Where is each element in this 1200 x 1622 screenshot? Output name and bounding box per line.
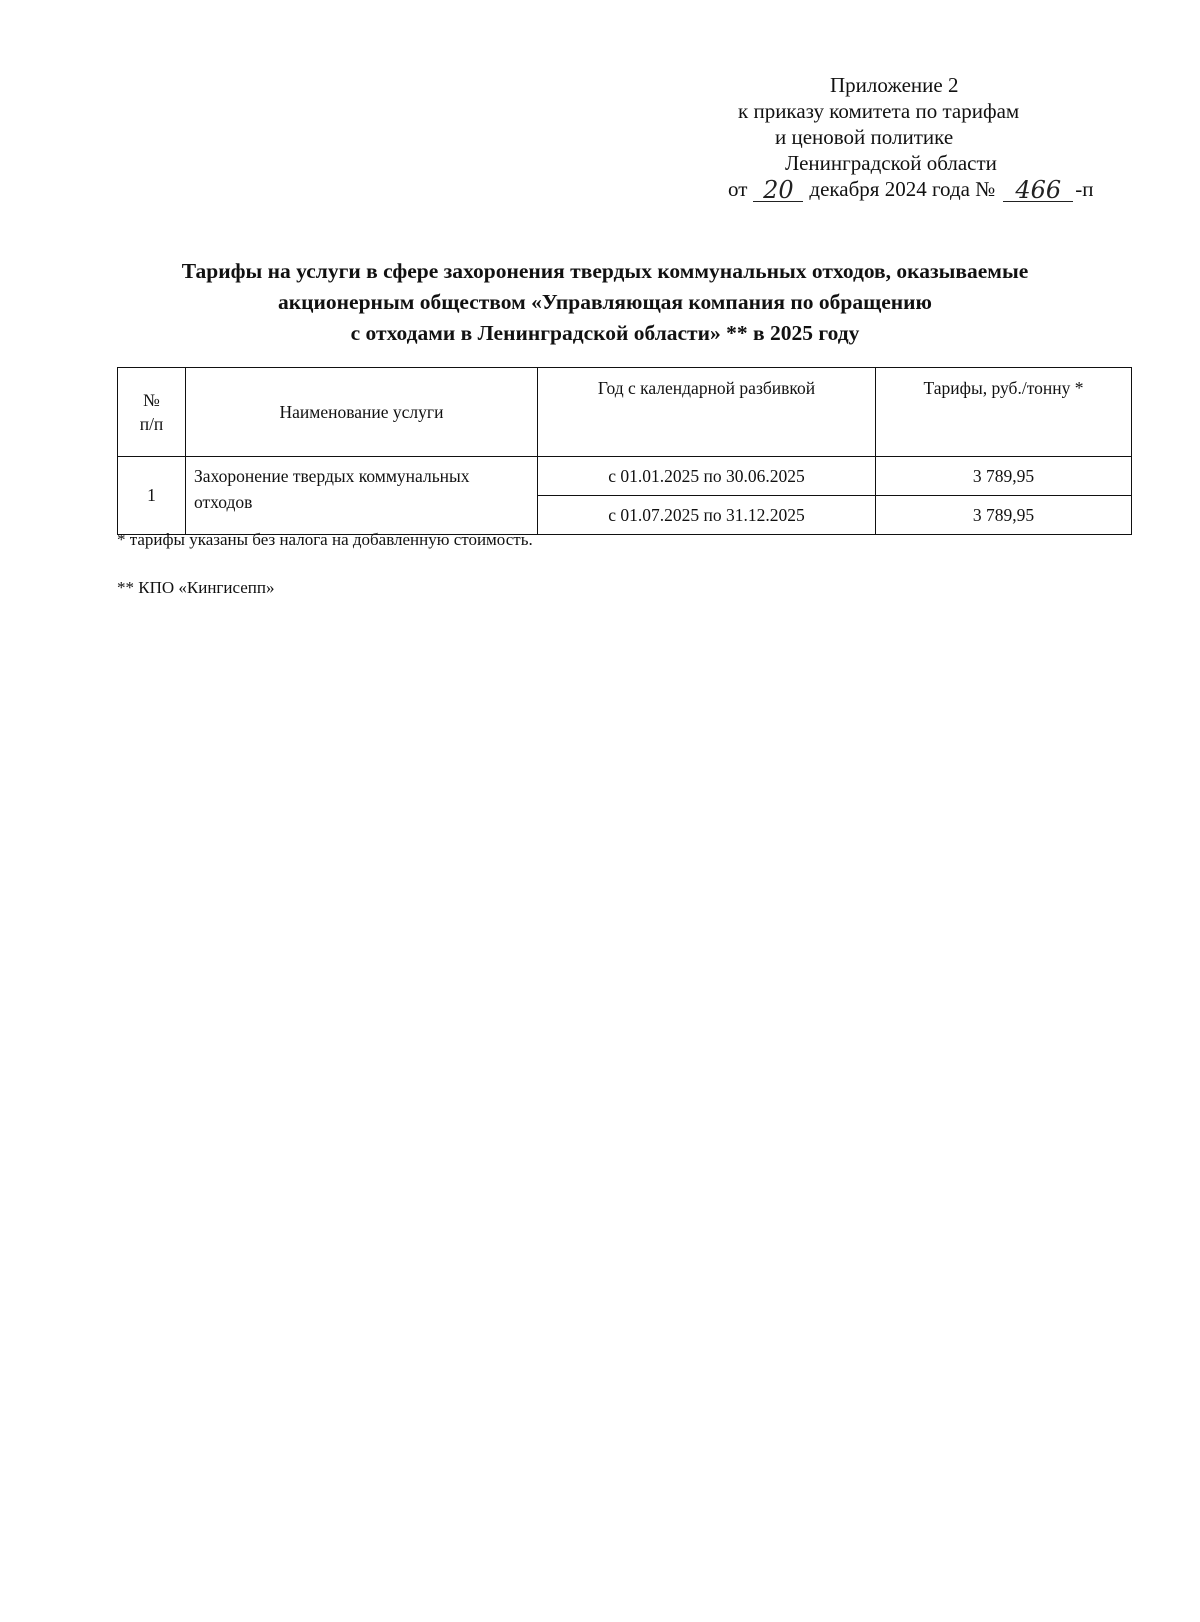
title-line-3: с отходами в Ленинградской области» ** в 2025 году: [350, 321, 860, 345]
date-prefix: от: [728, 177, 748, 201]
handwritten-order-number: 466: [1003, 179, 1073, 202]
row-service-name: Захоронение твердых коммунальных отходов: [186, 457, 538, 535]
header-number-symbol: №: [143, 390, 160, 410]
header-number: [118, 368, 186, 457]
annex-header: [700, 72, 1160, 202]
row-tariff-2: 3 789,95: [876, 496, 1132, 535]
tariff-table: [117, 367, 1132, 535]
annex-order-line: к приказу комитета по тарифам: [738, 99, 1020, 123]
annex-label: Приложение 2: [830, 73, 959, 97]
header-service-name: Наименование услуги: [186, 368, 538, 457]
annex-date-line: [728, 176, 1188, 202]
title-line-1: Тарифы на услуги в сфере захоронения твердых коммунальных отходов, оказываемые: [181, 259, 1029, 283]
document-title: [110, 256, 1100, 349]
row-period-2: с 01.07.2025 по 31.12.2025: [538, 496, 876, 535]
date-middle: декабря 2024 года №: [809, 177, 996, 201]
footnote-object: ** КПО «Кингисепп»: [117, 578, 275, 597]
row-period-1: с 01.01.2025 по 30.06.2025: [538, 457, 876, 496]
annex-region-line: Ленинградской области: [785, 151, 997, 175]
annex-policy-line: и ценовой политике: [775, 125, 954, 149]
header-period: Год с календарной разбивкой: [538, 368, 876, 457]
table-header-row: [118, 368, 1132, 457]
table-row: [118, 457, 1132, 496]
handwritten-day: 20: [753, 179, 803, 202]
order-number-suffix: -п: [1075, 177, 1094, 201]
header-number-abbr: п/п: [139, 414, 164, 434]
row-number: 1: [118, 457, 186, 535]
footnote-vat: * тарифы указаны без налога на добавленную стоимость.: [117, 530, 533, 549]
row-tariff-1: 3 789,95: [876, 457, 1132, 496]
header-tariff: Тарифы, руб./тонну *: [876, 368, 1132, 457]
title-line-2: акционерным обществом «Управляющая компания по обращению: [278, 290, 932, 314]
